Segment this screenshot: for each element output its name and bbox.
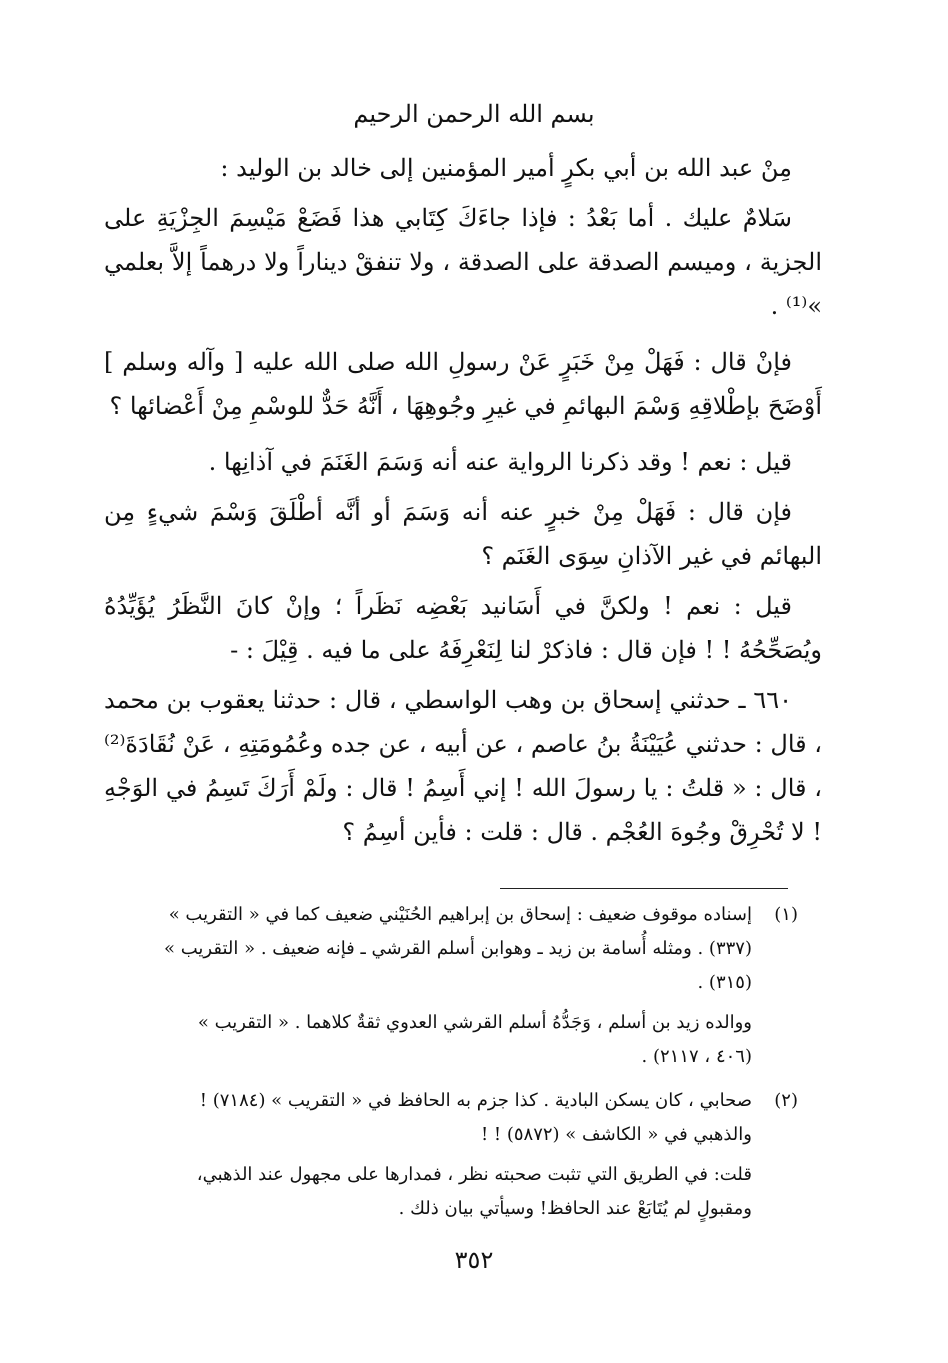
main-text bbox=[104, 146, 822, 860]
footnote-line: صحابي ، كان يسكن البادية . كذا جزم به الحافظ في « التقريب » (٧١٨٤) ! bbox=[199, 1090, 752, 1111]
page-number: ٣٥٢ bbox=[454, 1246, 494, 1274]
footnote-line: قلت: في الطريق التي تثبت صحبته نظر ، فمدارها على مجهول عند الذهبي، bbox=[196, 1164, 752, 1185]
question-paragraph: فإن قال : فَهَلْ مِنْ خبرٍ عنه أنه وَسَمَ أو أنَّه أطْلَقَ وَسْمَ شيءٍ مِن البهائم في غير الآذانِ سِوَى الغَنَم ؟ bbox=[104, 498, 822, 570]
footnote-continuation bbox=[104, 1158, 752, 1226]
footnote-line: (٣١٥) . bbox=[697, 972, 752, 993]
footnotes bbox=[104, 898, 798, 1230]
footnote-line: (٣٣٧) . ومثله أُسامة بن زيد ـ وهوابن أسلم القرشي ـ فإنه ضعيف . « التقريب » bbox=[164, 938, 752, 959]
footnote-number: (١) bbox=[774, 904, 798, 925]
footnote-divider bbox=[500, 888, 788, 889]
footnote-line: إسناده موقوف ضعيف : إسحاق بن إبراهيم الحُنَيْني ضعيف كما في « التقريب » bbox=[168, 904, 752, 925]
letter-header: مِنْ عبد الله بن أبي بكرٍ أمير المؤمنين إلى خالد بن الوليد : bbox=[220, 154, 792, 182]
footnote-continuation bbox=[104, 1006, 752, 1074]
answer-paragraph: قيل : نعم ! وقد ذكرنا الرواية عنه أنه وَسَمَ الغَنَمَ في آذانِها . bbox=[208, 448, 792, 476]
hadith-paragraph: ٦٦٠ ـ حدثني إسحاق بن وهب الواسطي ، قال : حدثنا يعقوب بن محمد ، قال : حدثني عُيَيْنَةُ بنُ عاصم ، عن أبيه ، عن جده وعُمُومَتِهِ ، عَنْ نُقَادَةَ⁽²⁾ ، قال : « قلتُ : يا رسولَ الله ! إني أَسِمُ ! قال : ولَمْ أَرَكَ تَسِمُ في الوَجْهِ ! لا تُحْرِقْ وجُوهَ العُجْم . قال : قلت : فأين أسِمُ ؟ bbox=[104, 686, 822, 846]
letter-body: سَلامٌ عليك . أما بَعْدُ : فإذا جاءَكَ كِتَابي هذا فَضَعْ مَيْسِمَ الجِزْيَةِ على الجزية ، وميسم الصدقة على الصدقة ، ولا تنفقْ ديناراً ولا درهماً إلاَّ بعلمي »⁽¹⁾ . bbox=[104, 204, 822, 320]
footnote-number: (٢) bbox=[774, 1090, 798, 1111]
footnote-line: ومقبولٍ لم يُتَابَعْ عند الحافظ! وسيأتي بيان ذلك . bbox=[398, 1198, 752, 1219]
footnote-2 bbox=[104, 1084, 798, 1226]
footnote-line: (٤٠٦ ، ٢١١٧) . bbox=[641, 1046, 752, 1067]
answer-paragraph: قيل : نعم ! ولكنَّ في أَسَانيد بَعْضِه نَظَراً ؛ وإنْ كانَ النَّظَرُ يُؤَيِّدُهُ ويُصَحِّحُهُ ! ! فإن قال : فاذكرْ لنا لِنَعْرِفَهُ على ما فيه . قِيْلَ : - bbox=[104, 592, 822, 664]
basmala-heading: بسم الله الرحمن الرحيم bbox=[353, 100, 595, 128]
question-paragraph: فإنْ قال : فَهَلْ مِنْ خَبَرٍ عَنْ رسولِ الله صلى الله عليه [ وآله وسلم ] أَوْضَحَ بإطْلاقِهِ وَسْمَ البهائمِ في غيرِ وجُوهِهَا ، أَنَّهُ حَدٌّ للوسْمِ مِنْ أَعْضائها ؟ bbox=[104, 348, 822, 420]
footnote-1 bbox=[104, 898, 798, 1074]
footnote-line: ووالده زيد بن أسلم ، وَجَدُّهُ أسلم القرشي العدوي ثقةٌ كلاهما . « التقريب » bbox=[197, 1012, 752, 1033]
footnote-line: والذهبي في « الكاشف » (٥٨٧٢) ! ! bbox=[480, 1124, 752, 1145]
